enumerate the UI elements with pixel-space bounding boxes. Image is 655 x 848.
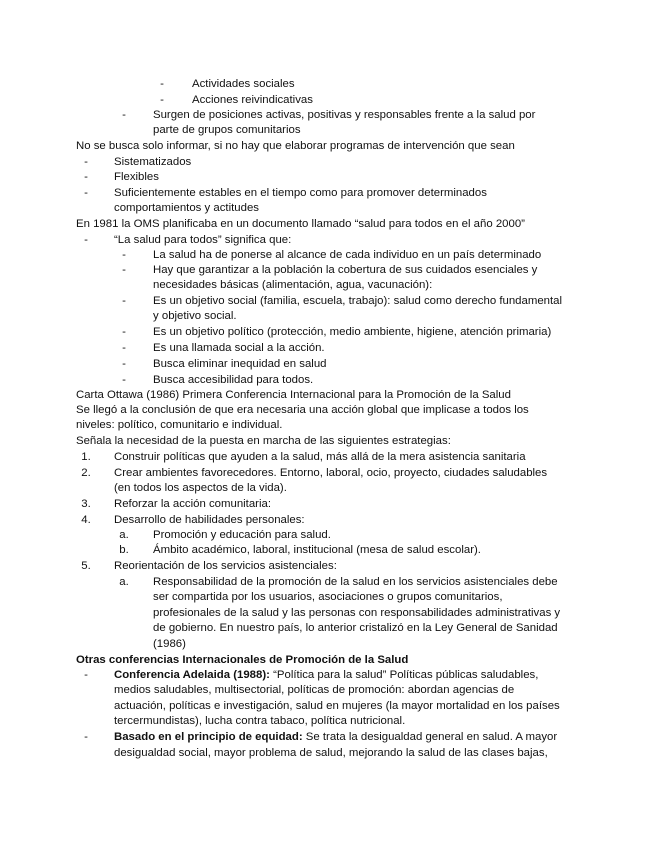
line-body: Hay que garantizar a la población la cobertura de sus cuidados esenciales y bbox=[153, 264, 538, 276]
line-text bbox=[153, 637, 186, 652]
line-text bbox=[76, 388, 511, 403]
line-body: Sistematizados bbox=[114, 156, 192, 168]
line-text bbox=[153, 357, 327, 372]
line-body: No se busca solo informar, si no hay que elaborar programas de intervención que sean bbox=[76, 140, 515, 152]
line-text bbox=[114, 699, 560, 714]
list-bullet: - bbox=[122, 264, 126, 276]
list-bullet: - bbox=[122, 109, 126, 121]
line-body: de gobierno. En nuestro país, lo anterior cristalizó en la Ley General de Sanidad bbox=[153, 622, 558, 634]
line-body: Busca accesibilidad para todos. bbox=[153, 374, 314, 386]
line-body: Surgen de posiciones activas, positivas y responsables frente a la salud por bbox=[153, 109, 536, 121]
line-body: profesionales de la salud y las personas con responsabilidades administrativas y bbox=[153, 607, 561, 619]
line-body: parte de grupos comunitarios bbox=[153, 124, 301, 136]
line-text bbox=[153, 248, 541, 263]
line-text bbox=[114, 746, 548, 761]
line-body: La salud ha de ponerse al alcance de cada individuo en un país determinado bbox=[153, 249, 542, 261]
line-body: Es un objetivo político (protección, medio ambiente, higiene, atención primaria) bbox=[153, 326, 552, 338]
list-bullet: - bbox=[122, 358, 126, 370]
list-letter: a. bbox=[119, 576, 129, 588]
line-body: Responsabilidad de la promoción de la salud en los servicios asistenciales debe bbox=[153, 576, 558, 588]
line-body: Ámbito académico, laboral, institucional (mesa de salud escolar). bbox=[153, 544, 481, 556]
line-body: y objetivo social. bbox=[153, 310, 237, 322]
line-text bbox=[153, 309, 237, 324]
line-text bbox=[153, 590, 502, 605]
line-body: Crear ambientes favorecedores. Entorno, laboral, ocio, proyecto, ciudades saludables bbox=[114, 467, 548, 479]
line-text bbox=[114, 233, 291, 248]
line-text bbox=[153, 123, 301, 138]
line-text bbox=[114, 155, 191, 170]
line-text bbox=[114, 186, 487, 201]
line-text bbox=[76, 139, 515, 154]
line-body: Es una llamada social a la acción. bbox=[153, 342, 325, 354]
line-body: desigualdad social, mayor problema de salud, mejorando la salud de las clases bajas, bbox=[114, 747, 548, 759]
bold-heading: Basado en el principio de equidad: bbox=[114, 731, 303, 743]
line-text bbox=[153, 294, 562, 309]
line-text bbox=[153, 108, 535, 123]
list-bullet: - bbox=[84, 234, 88, 246]
list-number: 5. bbox=[81, 560, 91, 572]
line-body: (en todos los aspectos de la vida). bbox=[114, 482, 287, 494]
line-body: niveles: político, comunitario e individual. bbox=[76, 419, 283, 431]
line-text bbox=[153, 341, 325, 356]
line-body: Desarrollo de habilidades personales: bbox=[114, 514, 305, 526]
line-text bbox=[153, 263, 537, 278]
line-body: En 1981 la OMS planificaba en un documento llamado “salud para todos en el año 2000” bbox=[76, 218, 525, 230]
line-body: Suficientemente estables en el tiempo como para promover determinados bbox=[114, 187, 487, 199]
line-text bbox=[153, 278, 432, 293]
line-body: “La salud para todos” significa que: bbox=[114, 234, 292, 246]
list-bullet: - bbox=[122, 374, 126, 386]
line-text bbox=[114, 450, 526, 465]
line-text bbox=[153, 606, 560, 621]
line-body: tercermundistas), lucha contra tabaco, política nutricional. bbox=[114, 715, 406, 727]
line-body: Flexibles bbox=[114, 171, 159, 183]
line-text bbox=[114, 170, 159, 185]
line-body: comportamientos y actitudes bbox=[114, 202, 259, 214]
line-text bbox=[153, 528, 331, 543]
line-text bbox=[76, 434, 451, 449]
list-bullet: - bbox=[122, 295, 126, 307]
line-text bbox=[153, 621, 558, 636]
list-bullet: - bbox=[84, 171, 88, 183]
list-letter: a. bbox=[119, 529, 129, 541]
list-number: 1. bbox=[81, 451, 91, 463]
line-text bbox=[114, 730, 557, 745]
line-text bbox=[153, 575, 558, 590]
list-bullet: - bbox=[122, 249, 126, 261]
line-text bbox=[153, 373, 313, 388]
line-body: ser compartida por los usuarios, asociaciones o grupos comunitarios, bbox=[153, 591, 503, 603]
line-text bbox=[76, 653, 408, 668]
line-body: Reorientación de los servicios asistenciales: bbox=[114, 560, 337, 572]
list-bullet: - bbox=[84, 731, 88, 743]
line-body: medios saludables, multisectorial, políticas de promoción: abordan agencias de bbox=[114, 684, 515, 696]
list-number: 3. bbox=[81, 498, 91, 510]
line-body: Busca eliminar inequidad en salud bbox=[153, 358, 327, 370]
list-bullet: - bbox=[84, 187, 88, 199]
line-text bbox=[114, 513, 305, 528]
line-text bbox=[114, 497, 271, 512]
list-letter: b. bbox=[119, 544, 129, 556]
line-text bbox=[114, 466, 547, 481]
line-body: Se llegó a la conclusión de que era necesaria una acción global que implicase a todos los bbox=[76, 404, 529, 416]
line-text bbox=[76, 418, 282, 433]
line-body: Reforzar la acción comunitaria: bbox=[114, 498, 272, 510]
line-body: Promoción y educación para salud. bbox=[153, 529, 331, 541]
list-bullet: - bbox=[160, 78, 164, 90]
line-body: Carta Ottawa (1986) Primera Conferencia Internacional para la Promoción de la Salud bbox=[76, 389, 511, 401]
line-body: actuación, políticas e investigación, salud en mujeres (la mayor mortalidad en los países bbox=[114, 700, 560, 712]
line-body: “Política para la salud” Políticas públicas saludables, bbox=[269, 669, 539, 681]
list-bullet: - bbox=[84, 669, 88, 681]
line-text bbox=[76, 403, 529, 418]
list-bullet: - bbox=[122, 326, 126, 338]
line-body: (1986) bbox=[153, 638, 186, 650]
line-text bbox=[114, 201, 259, 216]
line-body: Señala la necesidad de la puesta en marcha de las siguientes estrategias: bbox=[76, 435, 451, 447]
bold-heading: Otras conferencias Internacionales de Promoción de la Salud bbox=[76, 654, 409, 666]
list-bullet: - bbox=[160, 94, 164, 106]
line-text bbox=[114, 714, 405, 729]
line-text bbox=[114, 559, 337, 574]
bold-heading: Conferencia Adelaida (1988): bbox=[114, 669, 270, 681]
line-body: Construir políticas que ayuden a la salud, más allá de la mera asistencia sanitaria bbox=[114, 451, 526, 463]
line-text bbox=[192, 93, 313, 108]
line-text bbox=[114, 683, 514, 698]
line-text bbox=[114, 481, 287, 496]
list-bullet: - bbox=[84, 156, 88, 168]
line-text bbox=[192, 77, 295, 92]
line-text bbox=[153, 325, 551, 340]
list-number: 4. bbox=[81, 514, 91, 526]
line-text bbox=[114, 668, 538, 683]
line-body: necesidades básicas (alimentación, agua, vacunación): bbox=[153, 279, 433, 291]
line-body: Actividades sociales bbox=[192, 78, 295, 90]
list-number: 2. bbox=[81, 467, 91, 479]
line-text bbox=[76, 217, 525, 232]
line-body: Se trata la desigualdad general en salud. A mayor bbox=[302, 731, 558, 743]
line-body: Es un objetivo social (familia, escuela, trabajo): salud como derecho fundamental bbox=[153, 295, 563, 307]
list-bullet: - bbox=[122, 342, 126, 354]
line-body: Acciones reivindicativas bbox=[192, 94, 313, 106]
line-text bbox=[153, 543, 481, 558]
